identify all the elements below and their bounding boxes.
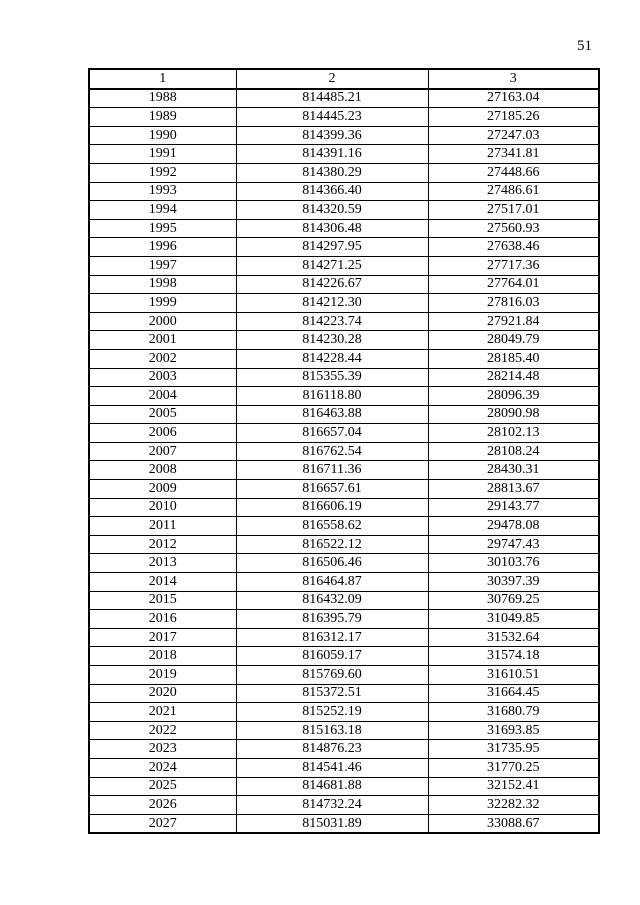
header-row bbox=[89, 69, 599, 89]
table-cell-col2: 815769.60 bbox=[236, 666, 428, 685]
table-cell-col2: 815372.51 bbox=[236, 684, 428, 703]
table-row bbox=[89, 126, 599, 145]
table-cell-col2: 816312.17 bbox=[236, 628, 428, 647]
table-cell-col3: 28430.31 bbox=[428, 461, 599, 480]
table-cell-col2: 814391.16 bbox=[236, 145, 428, 164]
table-cell-col2: 816762.54 bbox=[236, 442, 428, 461]
table-cell-col3: 29478.08 bbox=[428, 517, 599, 536]
table-cell-col1: 2003 bbox=[89, 368, 236, 387]
table-cell-col3: 27341.81 bbox=[428, 145, 599, 164]
table-row bbox=[89, 163, 599, 182]
table-cell-col3: 27638.46 bbox=[428, 238, 599, 257]
table-cell-col3: 32282.32 bbox=[428, 796, 599, 815]
table-cell-col1: 2019 bbox=[89, 666, 236, 685]
table-cell-col3: 28049.79 bbox=[428, 331, 599, 350]
table-cell-col2: 814226.67 bbox=[236, 275, 428, 294]
table-cell-col3: 28813.67 bbox=[428, 480, 599, 499]
table-row bbox=[89, 461, 599, 480]
table-row bbox=[89, 294, 599, 313]
table-cell-col1: 2009 bbox=[89, 480, 236, 499]
table-row bbox=[89, 721, 599, 740]
table-cell-col3: 27247.03 bbox=[428, 126, 599, 145]
table-cell-col1: 2002 bbox=[89, 349, 236, 368]
table-cell-col3: 31574.18 bbox=[428, 647, 599, 666]
table-cell-col2: 814876.23 bbox=[236, 740, 428, 759]
table-cell-col2: 814228.44 bbox=[236, 349, 428, 368]
table-cell-col3: 28108.24 bbox=[428, 442, 599, 461]
table-cell-col2: 814681.88 bbox=[236, 777, 428, 796]
table-cell-col3: 28096.39 bbox=[428, 387, 599, 406]
table-row bbox=[89, 405, 599, 424]
table-row bbox=[89, 703, 599, 722]
table-cell-col2: 816522.12 bbox=[236, 535, 428, 554]
table-cell-col1: 2006 bbox=[89, 424, 236, 443]
table-cell-col1: 2000 bbox=[89, 312, 236, 331]
table-cell-col3: 30103.76 bbox=[428, 554, 599, 573]
table-row bbox=[89, 442, 599, 461]
table-cell-col1: 2021 bbox=[89, 703, 236, 722]
table-row bbox=[89, 480, 599, 499]
table-cell-col2: 816657.61 bbox=[236, 480, 428, 499]
table-cell-col2: 814366.40 bbox=[236, 182, 428, 201]
page-number: 51 bbox=[577, 38, 592, 54]
column-header-2: 2 bbox=[236, 69, 428, 89]
table-cell-col1: 1997 bbox=[89, 256, 236, 275]
table-row bbox=[89, 201, 599, 220]
column-header-3: 3 bbox=[428, 69, 599, 89]
table-cell-col1: 1990 bbox=[89, 126, 236, 145]
table-cell-col2: 814297.95 bbox=[236, 238, 428, 257]
table-row bbox=[89, 814, 599, 833]
table-cell-col3: 31532.64 bbox=[428, 628, 599, 647]
table-cell-col2: 814223.74 bbox=[236, 312, 428, 331]
table-cell-col3: 31735.95 bbox=[428, 740, 599, 759]
table-row bbox=[89, 740, 599, 759]
table-row bbox=[89, 108, 599, 127]
table-cell-col1: 2007 bbox=[89, 442, 236, 461]
table-cell-col1: 2001 bbox=[89, 331, 236, 350]
table-row bbox=[89, 219, 599, 238]
table-cell-col2: 816657.04 bbox=[236, 424, 428, 443]
table-cell-col2: 815355.39 bbox=[236, 368, 428, 387]
table-cell-col2: 814485.21 bbox=[236, 89, 428, 108]
table-row bbox=[89, 610, 599, 629]
table-cell-col1: 1994 bbox=[89, 201, 236, 220]
table-cell-col2: 816463.88 bbox=[236, 405, 428, 424]
table-cell-col1: 2022 bbox=[89, 721, 236, 740]
table-row bbox=[89, 349, 599, 368]
table-cell-col2: 816558.62 bbox=[236, 517, 428, 536]
table-row bbox=[89, 554, 599, 573]
table-cell-col1: 2014 bbox=[89, 573, 236, 592]
table-cell-col2: 816606.19 bbox=[236, 498, 428, 517]
table-row bbox=[89, 666, 599, 685]
table-cell-col1: 2008 bbox=[89, 461, 236, 480]
table-row bbox=[89, 628, 599, 647]
table-cell-col3: 27517.01 bbox=[428, 201, 599, 220]
table-cell-col2: 815252.19 bbox=[236, 703, 428, 722]
table-cell-col2: 814732.24 bbox=[236, 796, 428, 815]
table-cell-col1: 2026 bbox=[89, 796, 236, 815]
table-cell-col1: 2010 bbox=[89, 498, 236, 517]
table-row bbox=[89, 777, 599, 796]
table-row bbox=[89, 89, 599, 108]
table-cell-col3: 27185.26 bbox=[428, 108, 599, 127]
table-cell-col1: 1989 bbox=[89, 108, 236, 127]
table-cell-col3: 27921.84 bbox=[428, 312, 599, 331]
table-cell-col2: 814212.30 bbox=[236, 294, 428, 313]
table-cell-col1: 2020 bbox=[89, 684, 236, 703]
table-cell-col1: 2012 bbox=[89, 535, 236, 554]
table-row bbox=[89, 145, 599, 164]
table-cell-col3: 27717.36 bbox=[428, 256, 599, 275]
table-cell-col1: 1988 bbox=[89, 89, 236, 108]
table-cell-col2: 816506.46 bbox=[236, 554, 428, 573]
table-row bbox=[89, 182, 599, 201]
table-row bbox=[89, 275, 599, 294]
table-cell-col2: 814541.46 bbox=[236, 758, 428, 777]
table-cell-col1: 1995 bbox=[89, 219, 236, 238]
table-cell-col3: 27560.93 bbox=[428, 219, 599, 238]
table-cell-col2: 816711.36 bbox=[236, 461, 428, 480]
table-row bbox=[89, 238, 599, 257]
table-cell-col2: 814399.36 bbox=[236, 126, 428, 145]
table-cell-col1: 1991 bbox=[89, 145, 236, 164]
table-cell-col3: 28214.48 bbox=[428, 368, 599, 387]
table-cell-col1: 1993 bbox=[89, 182, 236, 201]
table-row bbox=[89, 517, 599, 536]
table-row bbox=[89, 573, 599, 592]
table-row bbox=[89, 368, 599, 387]
table-cell-col3: 27163.04 bbox=[428, 89, 599, 108]
table-cell-col3: 27448.66 bbox=[428, 163, 599, 182]
table-cell-col3: 30769.25 bbox=[428, 591, 599, 610]
table-cell-col1: 2011 bbox=[89, 517, 236, 536]
data-table bbox=[88, 68, 600, 834]
table-cell-col3: 27486.61 bbox=[428, 182, 599, 201]
table-cell-col3: 29747.43 bbox=[428, 535, 599, 554]
table-cell-col3: 31680.79 bbox=[428, 703, 599, 722]
table-cell-col1: 1992 bbox=[89, 163, 236, 182]
table-row bbox=[89, 647, 599, 666]
table-cell-col1: 2016 bbox=[89, 610, 236, 629]
table-cell-col3: 32152.41 bbox=[428, 777, 599, 796]
table-cell-col2: 814306.48 bbox=[236, 219, 428, 238]
table-cell-col2: 814320.59 bbox=[236, 201, 428, 220]
table-row bbox=[89, 424, 599, 443]
table-body bbox=[89, 89, 599, 834]
column-header-1: 1 bbox=[89, 69, 236, 89]
table-row bbox=[89, 758, 599, 777]
table-cell-col1: 1996 bbox=[89, 238, 236, 257]
table-cell-col3: 27816.03 bbox=[428, 294, 599, 313]
table-cell-col2: 814445.23 bbox=[236, 108, 428, 127]
table-cell-col1: 2013 bbox=[89, 554, 236, 573]
table-cell-col2: 816432.09 bbox=[236, 591, 428, 610]
table-header bbox=[89, 69, 599, 89]
table-cell-col1: 1998 bbox=[89, 275, 236, 294]
table-row bbox=[89, 498, 599, 517]
table-cell-col2: 815031.89 bbox=[236, 814, 428, 833]
table-cell-col3: 28090.98 bbox=[428, 405, 599, 424]
table-cell-col2: 816118.80 bbox=[236, 387, 428, 406]
table-cell-col1: 2005 bbox=[89, 405, 236, 424]
table-cell-col3: 30397.39 bbox=[428, 573, 599, 592]
table-cell-col3: 28102.13 bbox=[428, 424, 599, 443]
table-row bbox=[89, 256, 599, 275]
table-cell-col1: 2018 bbox=[89, 647, 236, 666]
table-cell-col2: 814380.29 bbox=[236, 163, 428, 182]
table-cell-col1: 2017 bbox=[89, 628, 236, 647]
table-row bbox=[89, 684, 599, 703]
table-cell-col3: 31693.85 bbox=[428, 721, 599, 740]
table-cell-col2: 815163.18 bbox=[236, 721, 428, 740]
table-cell-col1: 2024 bbox=[89, 758, 236, 777]
table-row bbox=[89, 591, 599, 610]
table-cell-col3: 31049.85 bbox=[428, 610, 599, 629]
table-cell-col3: 33088.67 bbox=[428, 814, 599, 833]
table-cell-col3: 31664.45 bbox=[428, 684, 599, 703]
table-cell-col2: 816059.17 bbox=[236, 647, 428, 666]
table-row bbox=[89, 535, 599, 554]
table-cell-col3: 31610.51 bbox=[428, 666, 599, 685]
table-cell-col1: 2025 bbox=[89, 777, 236, 796]
table-row bbox=[89, 312, 599, 331]
table-cell-col2: 814271.25 bbox=[236, 256, 428, 275]
table-row bbox=[89, 796, 599, 815]
table-cell-col2: 814230.28 bbox=[236, 331, 428, 350]
table-cell-col2: 816464.87 bbox=[236, 573, 428, 592]
table-cell-col3: 28185.40 bbox=[428, 349, 599, 368]
table-cell-col3: 27764.01 bbox=[428, 275, 599, 294]
table-cell-col1: 2027 bbox=[89, 814, 236, 833]
table-cell-col1: 2015 bbox=[89, 591, 236, 610]
table-cell-col1: 2023 bbox=[89, 740, 236, 759]
table-cell-col3: 29143.77 bbox=[428, 498, 599, 517]
table-cell-col1: 1999 bbox=[89, 294, 236, 313]
table-cell-col1: 2004 bbox=[89, 387, 236, 406]
table-row bbox=[89, 331, 599, 350]
table-row bbox=[89, 387, 599, 406]
table-cell-col3: 31770.25 bbox=[428, 758, 599, 777]
table-cell-col2: 816395.79 bbox=[236, 610, 428, 629]
